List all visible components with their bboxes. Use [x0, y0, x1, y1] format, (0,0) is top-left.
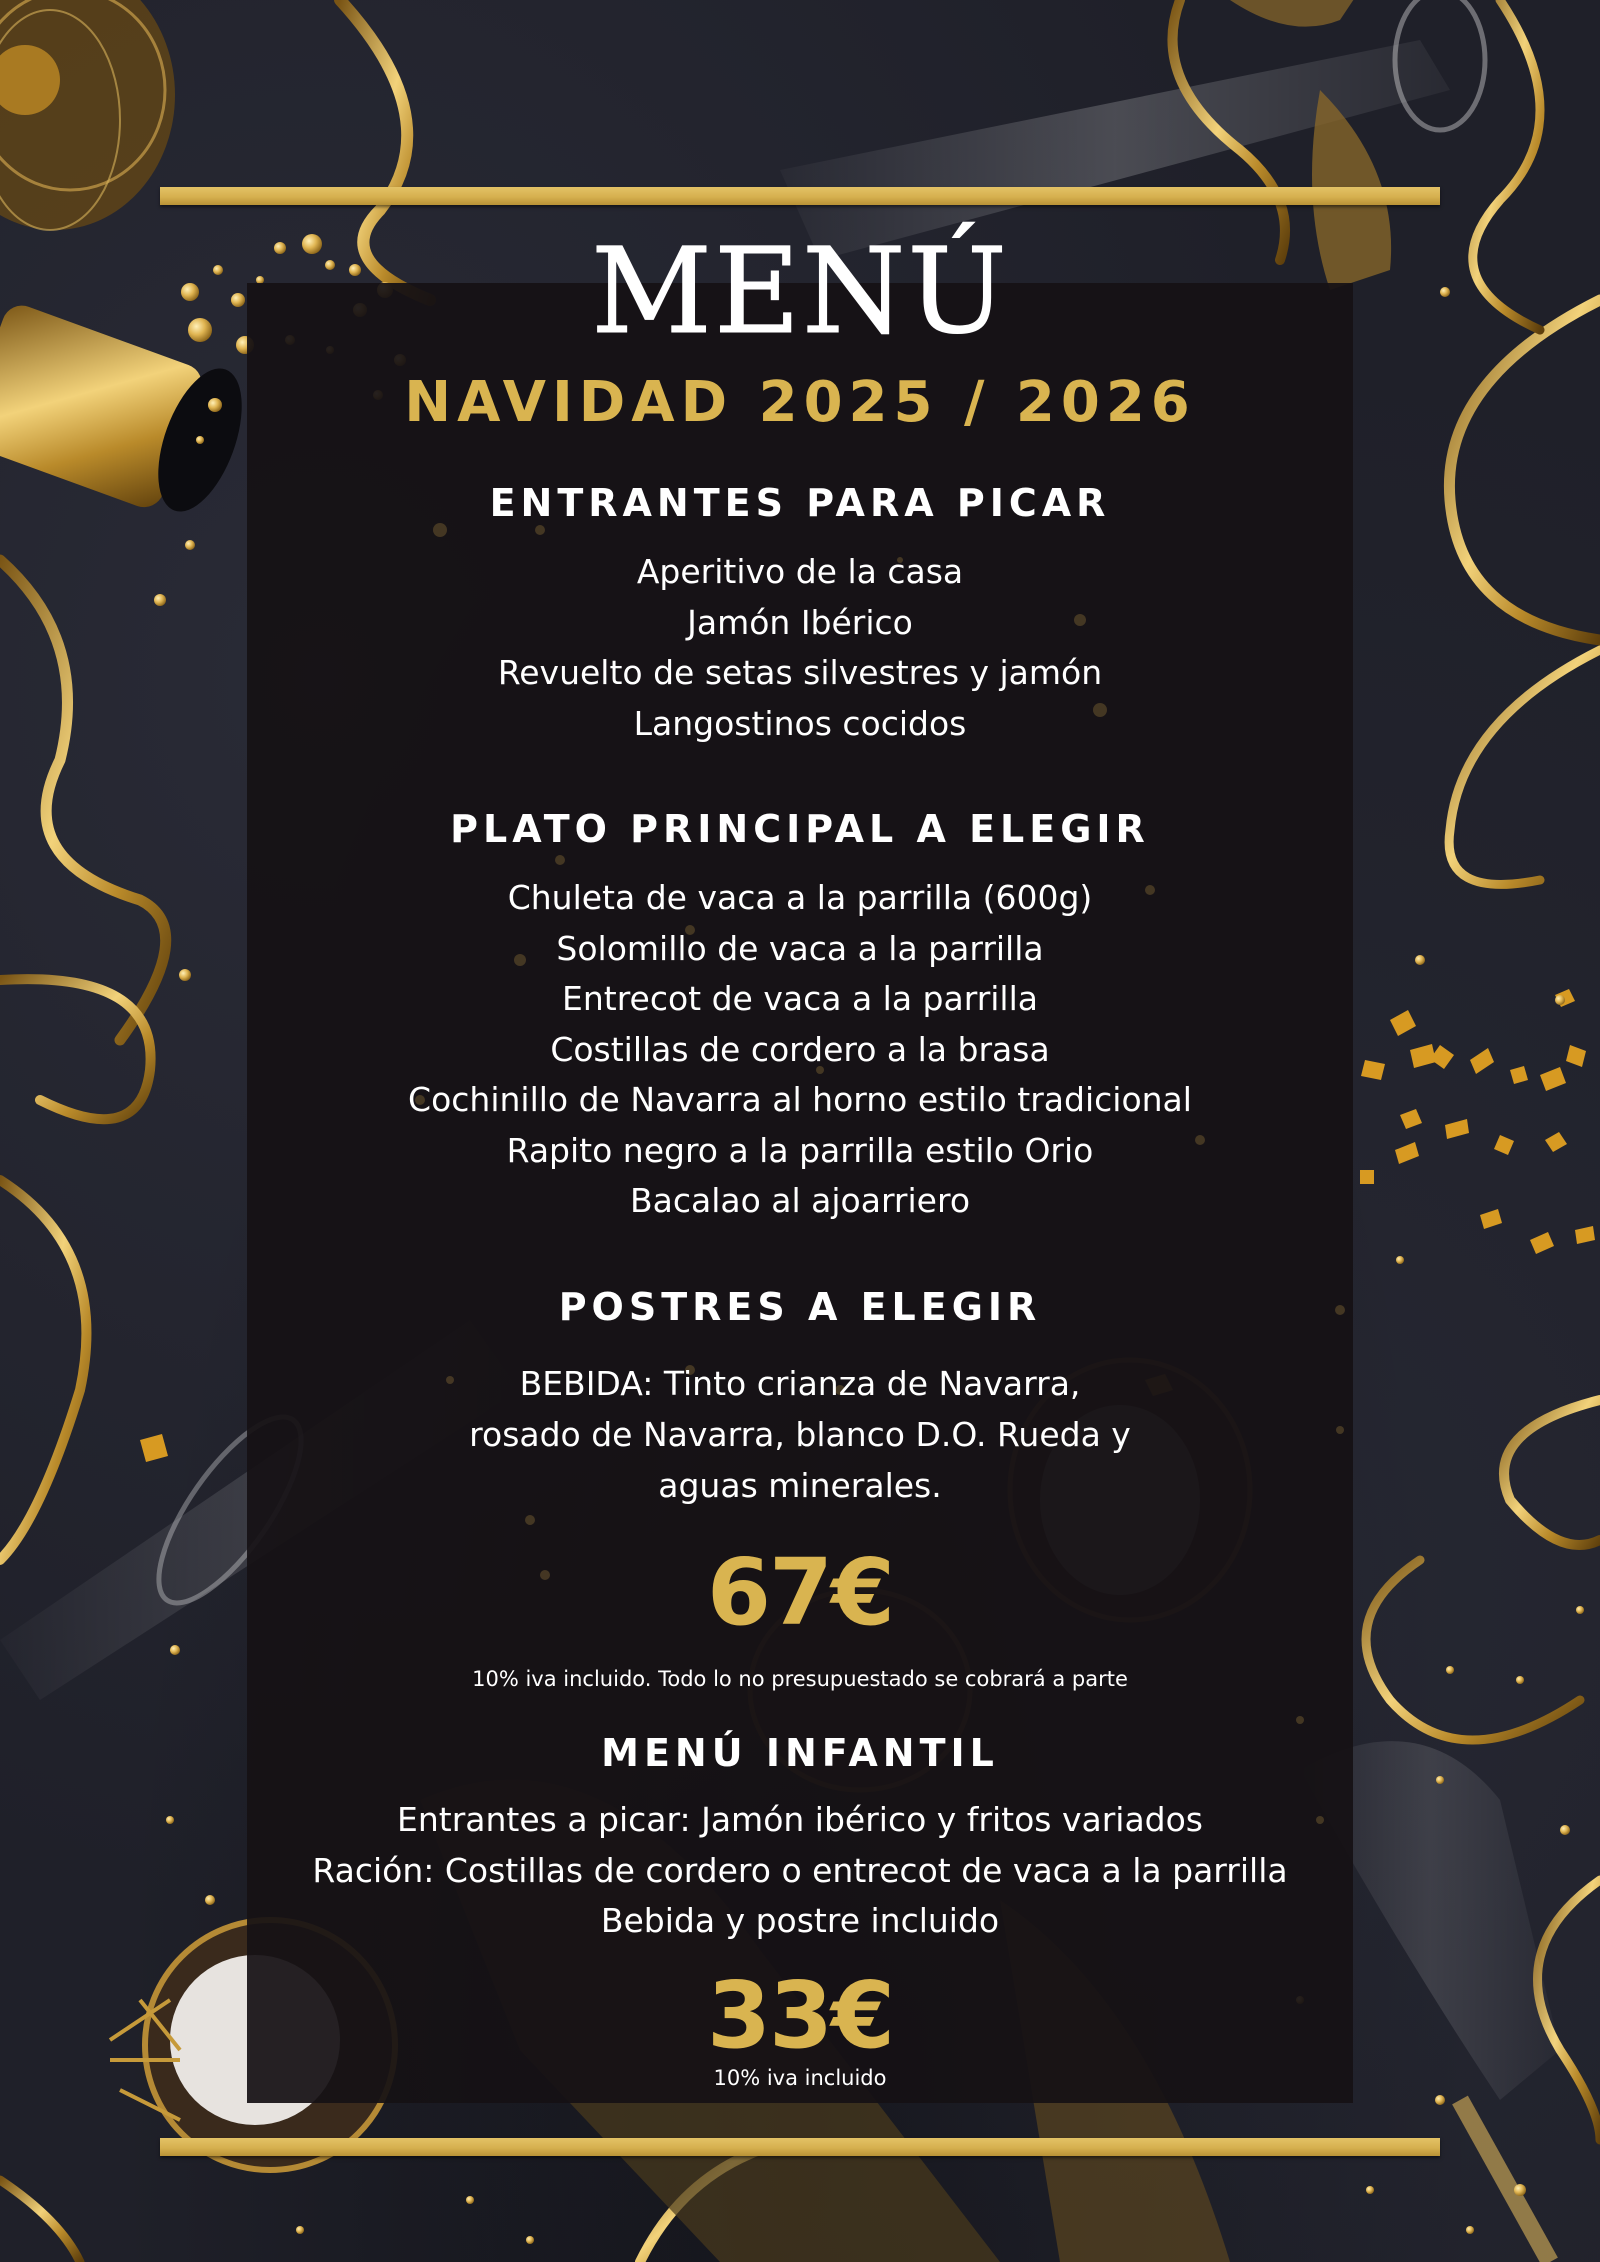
section-heading-principal: PLATO PRINCIPAL A ELEGIR [450, 807, 1150, 851]
entrantes-list [0, 547, 1600, 749]
list-item: Entrecot de vaca a la parrilla [561, 979, 1038, 1018]
price-note: 10% iva incluido. Todo lo no presupuestado se cobrará a parte [472, 1667, 1128, 1691]
drink-line: rosado de Navarra, blanco D.O. Rueda y [469, 1415, 1131, 1454]
infantil-list [0, 1795, 1600, 1947]
section-heading-entrantes: ENTRANTES PARA PICAR [489, 481, 1111, 525]
drink-line: BEBIDA: Tinto crianza de Navarra, [519, 1364, 1081, 1403]
infantil-price: 33€ [706, 1962, 894, 2069]
list-item: Rapito negro a la parrilla estilo Orio [506, 1130, 1094, 1170]
section-heading-infantil: MENÚ INFANTIL [601, 1731, 999, 1775]
infantil-price-note: 10% iva incluido [713, 2066, 887, 2090]
drink-description [0, 1358, 1600, 1511]
list-item: Bacalao al ajoarriero [629, 1181, 971, 1220]
list-item: Costillas de cordero a la brasa [550, 1029, 1050, 1069]
list-item: Solomillo de vaca a la parrilla [556, 928, 1044, 968]
list-item: Cochinillo de Navarra al horno estilo tradicional [408, 1080, 1192, 1119]
list-item: Ración: Costillas de cordero o entrecot de vaca a la parrilla [312, 1850, 1288, 1890]
list-item: Revuelto de setas silvestres y jamón [497, 653, 1103, 692]
list-item: Entrantes a picar: Jamón ibérico y fritos variados [396, 1800, 1204, 1839]
list-item: Langostinos cocidos [633, 703, 967, 743]
bottom-gold-bar [160, 2138, 1440, 2156]
section-heading-postres: POSTRES A ELEGIR [558, 1285, 1042, 1329]
drink-line: aguas minerales. [658, 1466, 942, 1505]
menu-subtitle: NAVIDAD 2025 / 2026 [404, 370, 1196, 435]
list-item: Bebida y postre incluido [600, 1901, 1000, 1940]
menu-title: MENÚ [591, 222, 1009, 360]
principal-list [0, 873, 1600, 1227]
list-item: Aperitivo de la casa [636, 552, 964, 591]
menu-price: 67€ [706, 1539, 894, 1646]
list-item: Chuleta de vaca a la parrilla (600g) [507, 878, 1093, 917]
list-item: Jamón Ibérico [687, 602, 913, 642]
